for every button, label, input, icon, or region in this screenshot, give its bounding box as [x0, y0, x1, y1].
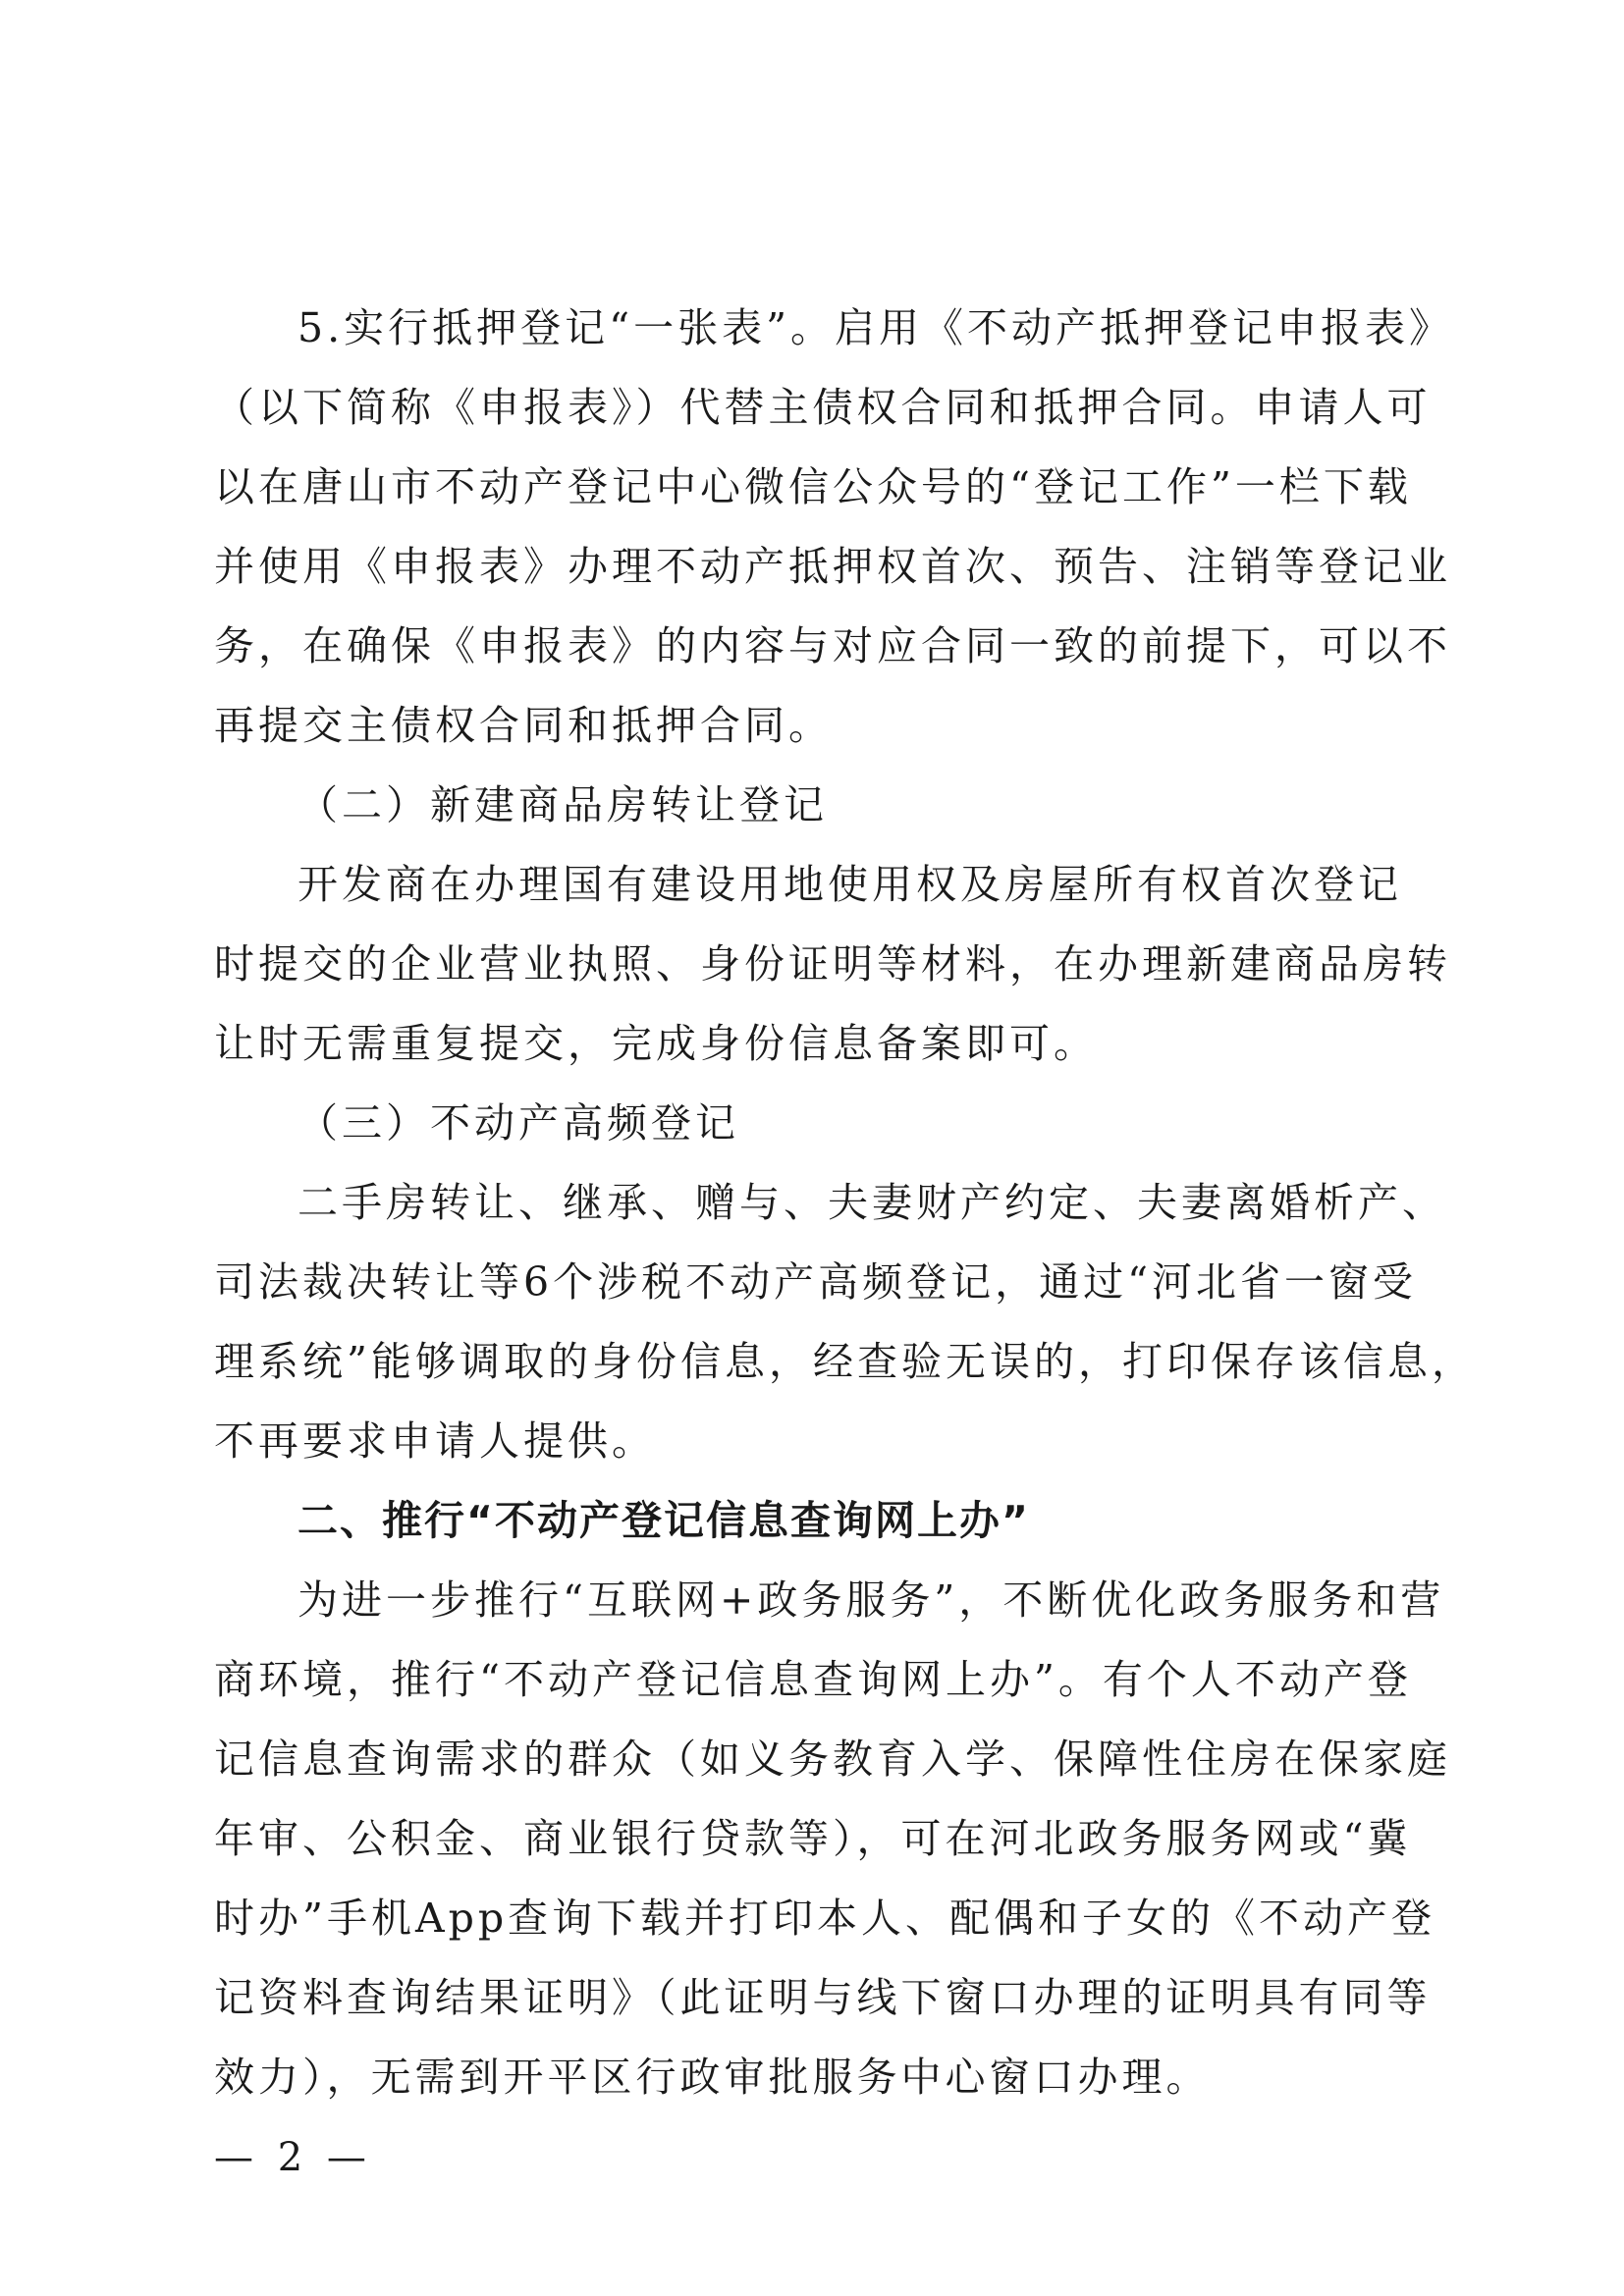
text-line: 时办”手机App查询下载并打印本人、配偶和子女的《不动产登: [214, 1895, 1436, 1942]
text-line: 为进一步推行“互联网+政务服务”，不断优化政务服务和营: [298, 1576, 1445, 1624]
text-line: 记信息查询需求的群众（如义务教育入学、保障性住房在保家庭: [214, 1735, 1451, 1783]
text-line: （以下简称《申报表》）代替主债权合同和抵押合同。申请人可: [214, 384, 1432, 431]
section-heading: 二、推行“不动产登记信息查询网上办”: [298, 1497, 1030, 1544]
text-line: 记资料查询结果证明》（此证明与线下窗口办理的证明具有同等: [214, 1974, 1432, 2021]
text-line: 5.实行抵押登记“一张表”。启用《不动产抵押登记申报表》: [298, 304, 1454, 351]
text-line: 务，在确保《申报表》的内容与对应合同一致的前提下，可以不: [214, 622, 1451, 669]
text-line: 并使用《申报表》办理不动产抵押权首次、预告、注销等登记业: [214, 543, 1451, 590]
text-line: 司法裁决转让等6个涉税不动产高频登记，通过“河北省一窗受: [214, 1258, 1418, 1306]
subheading: （二）新建商品房转让登记: [298, 781, 828, 828]
text-line: 年审、公积金、商业银行贷款等），可在河北政务服务网或“冀: [214, 1815, 1412, 1862]
text-line: 让时无需重复提交，完成身份信息备案即可。: [214, 1020, 1098, 1067]
page-number: — 2 —: [214, 2135, 372, 2180]
subheading: （三）不动产高频登记: [298, 1099, 739, 1147]
text-line: 以在唐山市不动产登记中心微信公众号的“登记工作”一栏下载: [214, 463, 1412, 510]
text-line: 理系统”能够调取的身份信息，经查验无误的，打印保存该信息，: [214, 1338, 1476, 1385]
text-line: 效力），无需到开平区行政审批服务中心窗口办理。: [214, 2054, 1211, 2101]
text-line: 再提交主债权合同和抵押合同。: [214, 702, 833, 749]
text-line: 商环境，推行“不动产登记信息查询网上办”。有个人不动产登: [214, 1656, 1412, 1703]
text-line: 不再要求申请人提供。: [214, 1417, 656, 1465]
text-line: 时提交的企业营业执照、身份证明等材料，在办理新建商品房转: [214, 940, 1451, 988]
text-line: 二手房转让、继承、赠与、夫妻财产约定、夫妻离婚析产、: [298, 1179, 1446, 1226]
text-line: 开发商在办理国有建设用地使用权及房屋所有权首次登记: [298, 861, 1402, 908]
